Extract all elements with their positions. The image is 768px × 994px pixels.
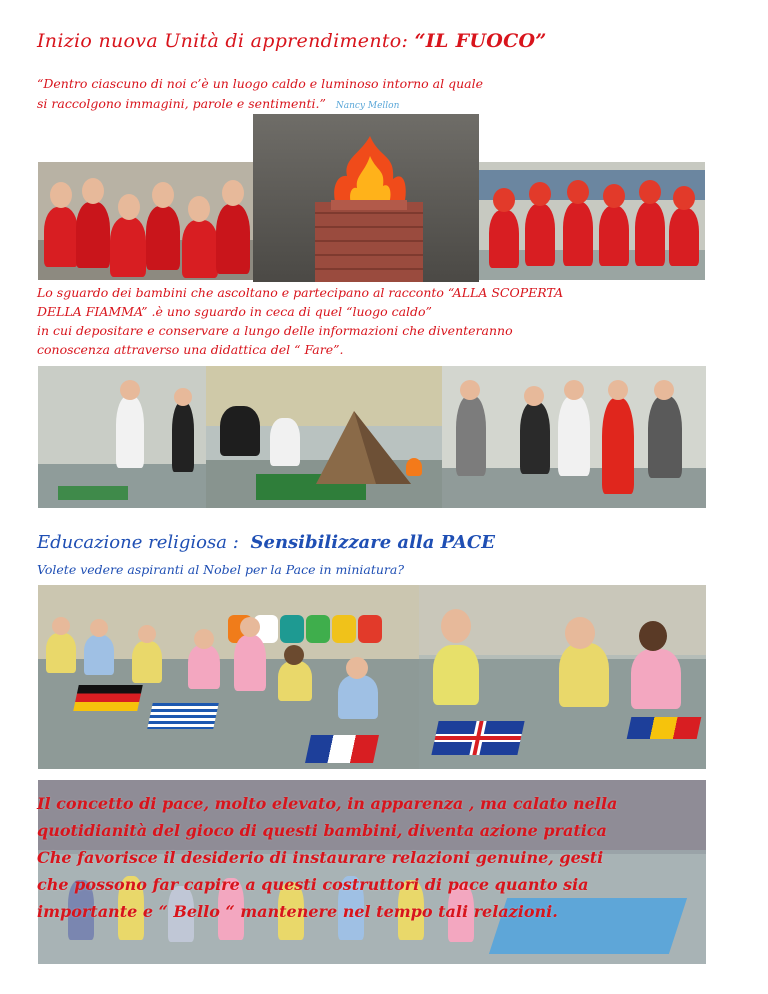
quote-text: si raccolgono immagini, parole e sentimenti.”: [37, 96, 326, 111]
photo-tent-fire: [206, 366, 444, 508]
section3-line-2: quotidianità del gioco di questi bambini, diventa azione pratica: [37, 821, 607, 840]
section3-paragraph: [37, 790, 617, 925]
section3-line-4: che possono far capire a questi costruttori di pace quanto sia: [37, 875, 589, 894]
section3-line-1: Il concetto di pace, molto elevato, in apparenza , ma calato nella: [37, 794, 618, 813]
greece-flag: [147, 703, 219, 729]
caption-line-3: in cui depositare e conservare a lungo delle informazioni che diventeranno: [37, 323, 513, 338]
quote-line-1: “Dentro ciascuno di noi c’è un luogo caldo e luminoso intorno al quale: [37, 76, 483, 91]
photo-teachers-costumes: [442, 366, 706, 508]
section2-heading: [37, 532, 495, 553]
section3-line-5: importante e “ Bello “ mantenere nel tempo tali relazioni.: [37, 902, 558, 921]
brick-chimney: [315, 202, 423, 282]
section2-subtitle: Volete vedere aspiranti al Nobel per la Pace in miniatura?: [37, 562, 405, 577]
section1-heading: [37, 30, 547, 52]
photo-children-masks: [479, 162, 705, 280]
photo-children-listening: [38, 162, 254, 280]
uk-flag: [431, 721, 524, 755]
tent-shape: [306, 406, 416, 486]
photo-cardboard-fireplace: [253, 114, 479, 282]
section1-heading-topic: “IL FUOCO”: [414, 30, 547, 52]
caption-line-1: Lo sguardo dei bambini che ascoltano e partecipano al racconto “ALLA SCOPERTA: [37, 285, 564, 300]
france-flag: [305, 735, 379, 763]
quote-line-2: [37, 96, 399, 111]
photo-teachers-story: [38, 366, 208, 508]
section2-heading-prefix: Educazione religiosa :: [37, 532, 239, 553]
quote-author: Nancy Mellon: [335, 101, 400, 111]
photo-children-flags-right: [419, 585, 706, 769]
caption-line-4: conoscenza attraverso una didattica del “ Fare”.: [37, 342, 344, 357]
section2-heading-topic: Sensibilizzare alla PACE: [250, 532, 495, 553]
romania-flag: [627, 717, 702, 739]
section3-line-3: Che favorisce il desiderio di instaurare relazioni genuine, gesti: [37, 848, 604, 867]
caption-line-2: DELLA FIAMMA” .è uno sguardo in ceca di quel “luogo caldo”: [37, 304, 432, 319]
section1-heading-prefix: Inizio nuova Unità di apprendimento:: [37, 30, 409, 52]
germany-flag: [73, 685, 143, 711]
photo-children-flags-left: [38, 585, 420, 769]
